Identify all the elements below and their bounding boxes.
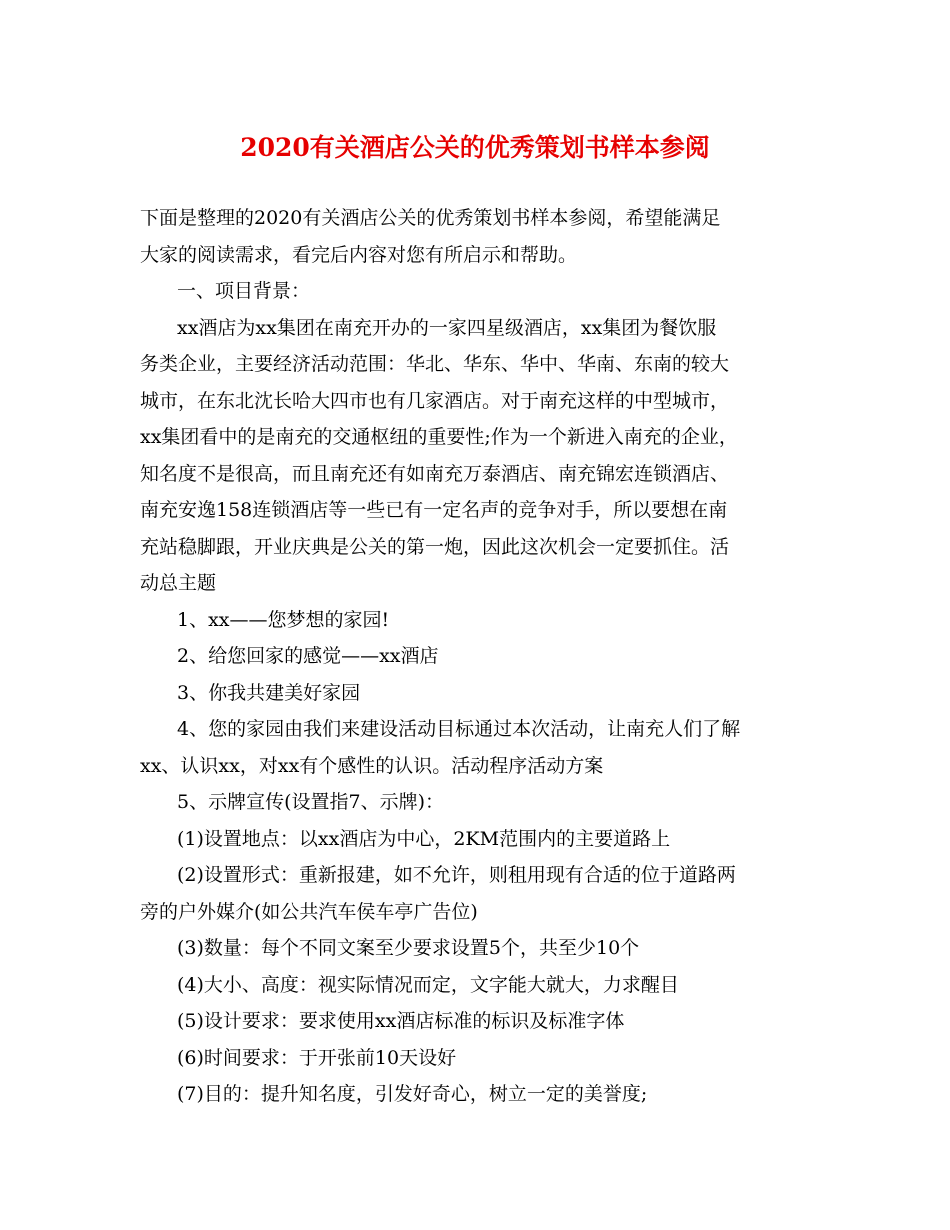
list-item: 2、给您回家的感觉——xx酒店 (177, 645, 439, 667)
list-item: 1、xx——您梦想的家园! (177, 608, 390, 631)
list-item: (4)大小、高度：视实际情况而定，文字能大就大，力求醒目 (177, 973, 679, 996)
list-item: 5、示牌宣传(设置指7、示牌)： (177, 791, 445, 813)
body-line: 大家的阅读需求，看完后内容对您有所启示和帮助。 (140, 243, 578, 266)
list-item: (3)数量：每个不同文案至少要求设置5个，共至少10个 (177, 937, 640, 959)
list-item: (6)时间要求：于开张前10天设好 (177, 1046, 457, 1069)
body-line: 充站稳脚跟，开业庆典是公关的第一炮，因此这次机会一定要抓住。活 (140, 535, 730, 558)
body-line: xx集团看中的是南充的交通枢纽的重要性;作为一个新进入南充的企业， (140, 426, 738, 448)
section-heading: 一、项目背景： (177, 280, 311, 302)
body-line: 动总主题 (140, 572, 217, 594)
body-line: 城市，在东北沈长哈大四市也有几家酒店。对于南充这样的中型城市， (140, 389, 730, 412)
document-body (140, 200, 820, 1113)
list-item: (2)设置形式：重新报建，如不允许，则租用现有合适的位于道路两 (177, 864, 736, 886)
list-item: (1)设置地点：以xx酒店为中心，2KM范围内的主要道路上 (177, 827, 671, 850)
body-line: 知名度不是很高，而且南充还有如南充万泰酒店、南充锦宏连锁酒店、 (140, 462, 730, 485)
list-item: (5)设计要求：要求使用xx酒店标准的标识及标准字体 (177, 1010, 625, 1032)
list-item: (7)目的：提升知名度，引发好奇心，树立一定的美誉度; (177, 1083, 648, 1105)
list-item: 4、您的家园由我们来建设活动目标通过本次活动，让南充人们了解 (177, 718, 741, 740)
body-line: 南充安逸158连锁酒店等一些已有一定名声的竞争对手，所以要想在南 (140, 499, 728, 521)
body-line: xx酒店为xx集团在南充开办的一家四星级酒店，xx集团为餐饮服 (177, 316, 717, 339)
document-title: 2020有关酒店公关的优秀策划书样本参阅 (240, 133, 710, 162)
body-line: 下面是整理的2020有关酒店公关的优秀策划书样本参阅，希望能满足 (140, 207, 721, 229)
list-item: 3、你我共建美好家园 (177, 681, 361, 704)
body-line: 务类企业，主要经济活动范围：华北、华东、华中、华南、东南的较大 (140, 353, 730, 375)
body-line: 旁的户外媒介(如公共汽车侯车亭广告位) (140, 900, 478, 923)
body-line: xx、认识xx，对xx有个感性的认识。活动程序活动方案 (140, 754, 604, 777)
